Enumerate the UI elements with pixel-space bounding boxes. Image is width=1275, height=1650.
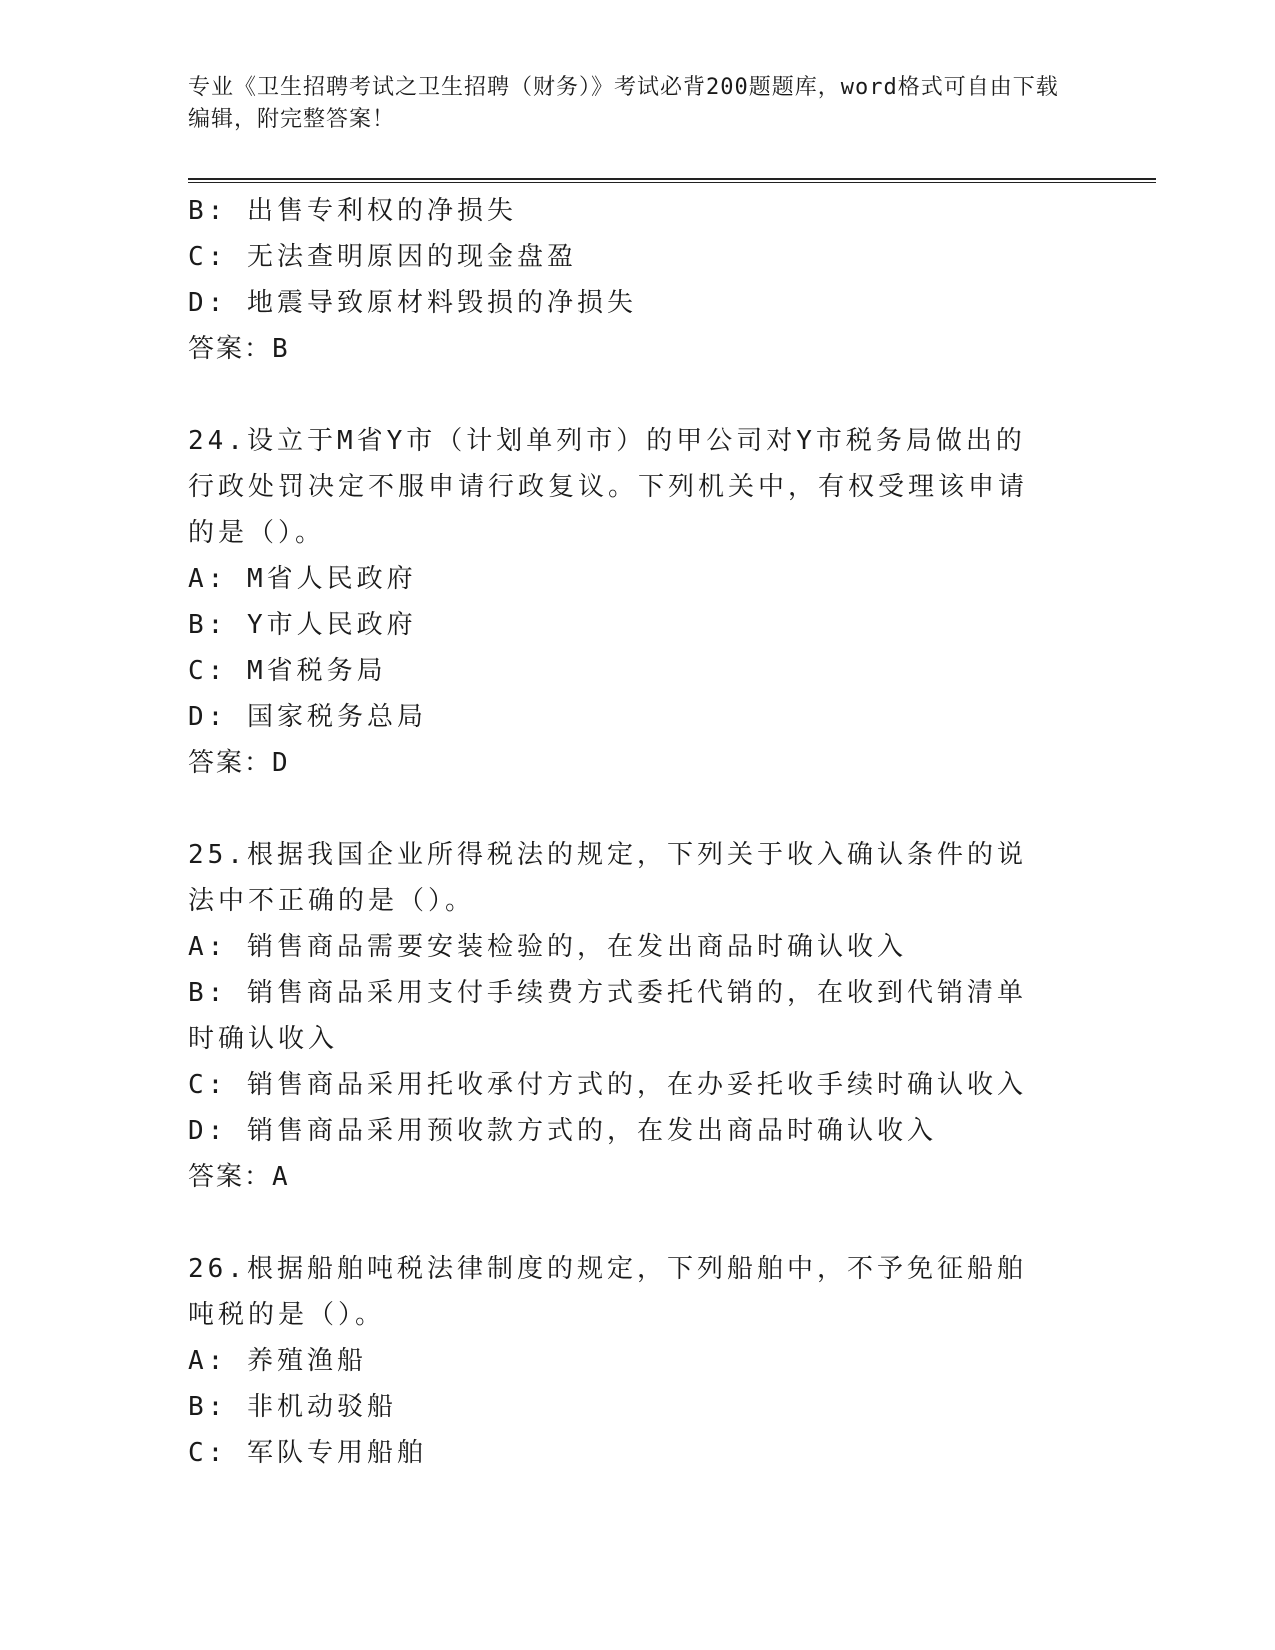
option-d: D: 地震导致原材料毁损的净损失 [188,288,637,318]
question-list [188,188,1088,1476]
option-c: C: 销售商品采用托收承付方式的，在办妥托收手续时确认收入 [188,1070,1027,1100]
spacer [188,1200,1088,1246]
option-b: B: 销售商品采用支付手续费方式委托代销的，在收到代销清单时确认收入 [188,978,1027,1054]
answer-label: 答案：A [188,1162,290,1192]
option-c: C: 军队专用船舶 [188,1438,427,1468]
option-b: B: Y市人民政府 [188,610,417,640]
answer-label: 答案：B [188,334,290,364]
answer-label: 答案：D [188,748,290,778]
question-text: 24.设立于M省Y市（计划单列市）的甲公司对Y市税务局做出的行政处罚决定不服申请行政复议。下列机关中，有权受理该申请的是（）。 [188,426,1029,548]
spacer [188,786,1088,832]
option-a: A: M省人民政府 [188,564,417,594]
question-text: 25.根据我国企业所得税法的规定，下列关于收入确认条件的说法中不正确的是（）。 [188,840,1027,916]
question-23 [188,188,1088,372]
question-25 [188,832,1088,1200]
option-c: C: 无法查明原因的现金盘盈 [188,242,577,272]
question-text: 26.根据船舶吨税法律制度的规定，下列船舶中，不予免征船舶吨税的是（）。 [188,1254,1027,1330]
option-b: B: 出售专利权的净损失 [188,196,517,226]
option-a: A: 养殖渔船 [188,1346,367,1376]
option-b: B: 非机动驳船 [188,1392,397,1422]
document-header: 专业《卫生招聘考试之卫生招聘（财务）》考试必背200题题库，word格式可自由下载编辑，附完整答案！ [188,75,1059,132]
question-26 [188,1246,1088,1476]
option-d: D: 销售商品采用预收款方式的，在发出商品时确认收入 [188,1116,937,1146]
question-24 [188,418,1088,786]
spacer [188,372,1088,418]
option-d: D: 国家税务总局 [188,702,427,732]
option-a: A: 销售商品需要安装检验的，在发出商品时确认收入 [188,932,907,962]
option-c: C: M省税务局 [188,656,387,686]
header-divider [188,178,1156,183]
